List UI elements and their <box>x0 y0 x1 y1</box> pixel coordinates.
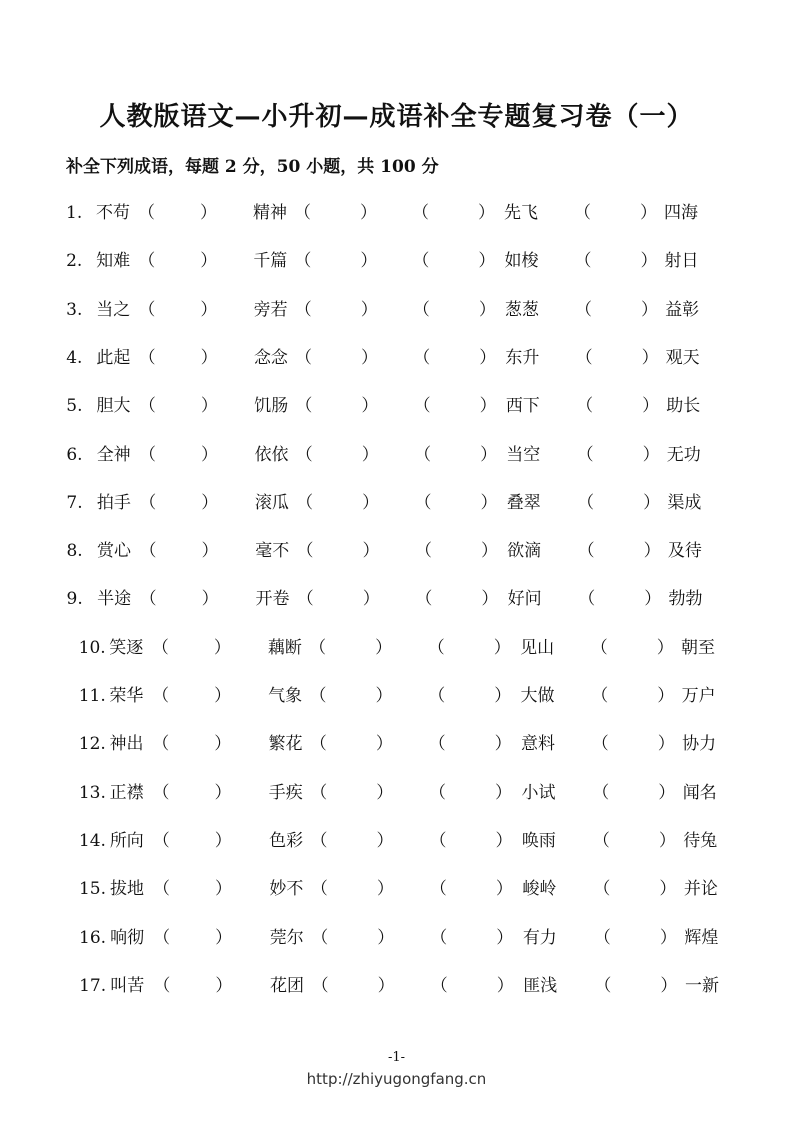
blank-close-paren: ） <box>479 347 497 368</box>
question-number: 11. <box>78 686 106 706</box>
blank-open-paren: （ <box>294 203 311 223</box>
blank-open-paren: （ <box>576 444 594 465</box>
idiom-fragment: 色彩 <box>269 830 304 851</box>
blank-close-paren: ） <box>200 203 217 223</box>
blank-close-paren: ） <box>494 686 512 706</box>
idiom-fragment: 不苟 <box>96 203 130 223</box>
blank-close-paren: ） <box>642 444 660 465</box>
question-row <box>0 633 793 663</box>
idiom-fragment: 西下 <box>505 396 540 417</box>
idiom-fragment: 大做 <box>520 686 555 706</box>
question-number: 1. <box>66 203 83 223</box>
blank-open-paren: （ <box>414 444 432 465</box>
blank-open-paren: （ <box>151 637 169 658</box>
question-number: 6. <box>66 444 83 465</box>
idiom-fragment: 峻岭 <box>522 879 557 900</box>
question-row <box>0 729 793 759</box>
blank-close-paren: ） <box>362 541 380 562</box>
blank-open-paren: （ <box>296 492 314 513</box>
blank-close-paren: ） <box>656 637 674 658</box>
question-number: 2. <box>66 251 83 272</box>
blank-close-paren: ） <box>494 734 512 755</box>
blank-open-paren: （ <box>412 251 430 272</box>
blank-open-paren: （ <box>310 830 328 851</box>
blank-open-paren: （ <box>592 830 610 851</box>
blank-open-paren: （ <box>429 830 447 851</box>
blank-close-paren: ） <box>360 299 378 320</box>
blank-close-paren: ） <box>362 492 380 513</box>
idiom-fragment: 匪浅 <box>523 975 558 996</box>
blank-open-paren: （ <box>576 396 594 417</box>
idiom-fragment: 万户 <box>681 686 716 706</box>
blank-close-paren: ） <box>215 975 233 996</box>
question-row <box>0 778 793 808</box>
question-number: 10. <box>78 637 106 658</box>
blank-open-paren: （ <box>427 637 445 658</box>
blank-open-paren: （ <box>152 830 170 851</box>
idiom-fragment: 滚瓜 <box>254 492 289 513</box>
blank-close-paren: ） <box>659 879 677 900</box>
question-number: 3. <box>66 299 83 320</box>
idiom-fragment: 渠成 <box>667 492 702 513</box>
blank-close-paren: ） <box>214 879 232 900</box>
question-number: 16. <box>79 927 107 948</box>
blank-open-paren: （ <box>414 541 432 562</box>
blank-open-paren: （ <box>412 299 430 320</box>
blank-close-paren: ） <box>215 927 233 948</box>
blank-close-paren: ） <box>361 396 379 417</box>
blank-close-paren: ） <box>376 830 394 851</box>
blank-close-paren: ） <box>201 589 219 610</box>
blank-close-paren: ） <box>480 492 498 513</box>
idiom-fragment: 朝至 <box>681 637 716 658</box>
blank-open-paren: （ <box>311 927 329 948</box>
blank-close-paren: ） <box>214 734 232 755</box>
idiom-fragment: 葱葱 <box>504 299 539 320</box>
idiom-fragment: 赏心 <box>96 541 131 562</box>
idiom-fragment: 有力 <box>522 927 557 948</box>
blank-open-paren: （ <box>430 975 448 996</box>
footer-url: http://zhiyugongfang.cn <box>306 1070 487 1088</box>
blank-close-paren: ） <box>376 879 394 900</box>
blank-open-paren: （ <box>152 782 170 803</box>
blank-close-paren: ） <box>375 734 393 755</box>
question-number: 9. <box>66 589 83 610</box>
idiom-fragment: 拍手 <box>96 492 131 513</box>
blank-open-paren: （ <box>153 975 171 996</box>
question-row <box>0 971 793 1001</box>
blank-open-paren: （ <box>413 396 431 417</box>
blank-close-paren: ） <box>495 879 513 900</box>
blank-close-paren: ） <box>640 251 658 272</box>
blank-close-paren: ） <box>362 589 380 610</box>
idiom-fragment: 小试 <box>521 782 556 803</box>
question-number: 5. <box>66 396 83 417</box>
blank-close-paren: ） <box>214 830 232 851</box>
question-row <box>0 391 793 421</box>
blank-open-paren: （ <box>415 589 433 610</box>
blank-close-paren: ） <box>660 975 678 996</box>
blank-close-paren: ） <box>375 637 393 658</box>
page-title: 人教版语文—小升初—成语补全专题复习卷（一） <box>99 102 694 132</box>
blank-open-paren: （ <box>575 299 593 320</box>
idiom-fragment: 毫不 <box>255 541 290 562</box>
blank-close-paren: ） <box>375 686 393 706</box>
blank-close-paren: ） <box>201 492 219 513</box>
blank-close-paren: ） <box>214 782 232 803</box>
blank-open-paren: （ <box>577 492 595 513</box>
idiom-fragment: 念念 <box>253 347 288 368</box>
blank-close-paren: ） <box>360 251 378 272</box>
blank-open-paren: （ <box>294 299 312 320</box>
idiom-fragment: 先飞 <box>504 203 538 223</box>
idiom-fragment: 一新 <box>684 975 719 996</box>
blank-close-paren: ） <box>201 444 219 465</box>
blank-open-paren: （ <box>138 347 156 368</box>
idiom-fragment: 响彻 <box>110 927 145 948</box>
blank-open-paren: （ <box>574 203 591 223</box>
idiom-fragment: 闻名 <box>682 782 717 803</box>
blank-open-paren: （ <box>295 444 313 465</box>
blank-open-paren: （ <box>594 975 612 996</box>
blank-open-paren: （ <box>294 251 312 272</box>
blank-close-paren: ） <box>360 203 377 223</box>
blank-open-paren: （ <box>428 686 446 706</box>
idiom-fragment: 并论 <box>683 879 718 900</box>
blank-open-paren: （ <box>413 347 431 368</box>
blank-open-paren: （ <box>138 203 155 223</box>
blank-close-paren: ） <box>361 347 379 368</box>
question-row <box>0 343 793 373</box>
blank-open-paren: （ <box>574 251 592 272</box>
idiom-fragment: 神出 <box>109 734 144 755</box>
question-row <box>0 295 793 325</box>
blank-open-paren: （ <box>153 927 171 948</box>
idiom-fragment: 精神 <box>253 203 287 223</box>
idiom-fragment: 当之 <box>96 299 131 320</box>
blank-close-paren: ） <box>481 589 499 610</box>
blank-open-paren: （ <box>309 734 327 755</box>
idiom-fragment: 开卷 <box>255 589 290 610</box>
blank-close-paren: ） <box>376 782 394 803</box>
blank-close-paren: ） <box>200 396 218 417</box>
question-row <box>0 440 793 470</box>
blank-close-paren: ） <box>200 251 218 272</box>
blank-open-paren: （ <box>309 637 327 658</box>
idiom-fragment: 气象 <box>268 686 303 706</box>
blank-open-paren: （ <box>578 589 596 610</box>
idiom-fragment: 叠翠 <box>506 492 541 513</box>
blank-open-paren: （ <box>295 347 313 368</box>
page-number: -1- <box>387 1050 406 1065</box>
idiom-fragment: 欲滴 <box>507 541 542 562</box>
question-number: 7. <box>66 492 83 513</box>
blank-open-paren: （ <box>295 396 313 417</box>
idiom-fragment: 协力 <box>682 734 717 755</box>
blank-close-paren: ） <box>361 444 379 465</box>
blank-close-paren: ） <box>480 444 498 465</box>
idiom-fragment: 当空 <box>506 444 541 465</box>
idiom-fragment: 笑逐 <box>109 637 144 658</box>
idiom-fragment: 勃勃 <box>668 589 703 610</box>
idiom-fragment: 无功 <box>666 444 701 465</box>
question-number: 15. <box>78 879 107 900</box>
idiom-fragment: 拔地 <box>109 879 144 900</box>
idiom-fragment: 观天 <box>665 347 700 368</box>
blank-open-paren: （ <box>310 782 328 803</box>
question-row <box>0 923 793 953</box>
blank-open-paren: （ <box>139 541 157 562</box>
blank-close-paren: ） <box>478 251 496 272</box>
blank-open-paren: （ <box>429 879 447 900</box>
blank-open-paren: （ <box>138 251 156 272</box>
idiom-fragment: 此起 <box>96 347 131 368</box>
blank-close-paren: ） <box>478 203 495 223</box>
idiom-fragment: 如梭 <box>504 251 539 272</box>
blank-close-paren: ） <box>200 299 218 320</box>
blank-close-paren: ） <box>658 830 676 851</box>
blank-close-paren: ） <box>213 637 231 658</box>
blank-close-paren: ） <box>495 830 513 851</box>
idiom-fragment: 所向 <box>109 830 144 851</box>
blank-close-paren: ） <box>479 396 497 417</box>
idiom-fragment: 饥肠 <box>254 396 289 417</box>
blank-close-paren: ） <box>377 927 395 948</box>
blank-close-paren: ） <box>214 686 232 706</box>
blank-close-paren: ） <box>658 782 676 803</box>
question-number: 12. <box>78 734 106 755</box>
blank-close-paren: ） <box>644 589 662 610</box>
blank-close-paren: ） <box>657 686 675 706</box>
question-number: 8. <box>66 541 83 562</box>
idiom-fragment: 荣华 <box>109 686 144 706</box>
blank-close-paren: ） <box>657 734 675 755</box>
blank-open-paren: （ <box>414 492 432 513</box>
idiom-fragment: 见山 <box>520 637 555 658</box>
blank-open-paren: （ <box>591 686 609 706</box>
blank-open-paren: （ <box>311 975 329 996</box>
blank-open-paren: （ <box>593 879 611 900</box>
idiom-fragment: 益彰 <box>665 299 700 320</box>
idiom-fragment: 唤雨 <box>521 830 556 851</box>
question-row <box>0 681 793 711</box>
idiom-fragment: 正襟 <box>109 782 144 803</box>
blank-open-paren: （ <box>429 782 447 803</box>
blank-open-paren: （ <box>430 927 448 948</box>
question-number: 17. <box>79 975 107 996</box>
idiom-fragment: 依依 <box>254 444 289 465</box>
blank-open-paren: （ <box>590 637 608 658</box>
blank-open-paren: （ <box>412 203 429 223</box>
blank-open-paren: （ <box>296 541 314 562</box>
idiom-fragment: 叫苦 <box>110 975 145 996</box>
blank-open-paren: （ <box>138 299 156 320</box>
question-row <box>0 488 793 518</box>
idiom-fragment: 知难 <box>96 251 131 272</box>
blank-close-paren: ） <box>641 347 659 368</box>
blank-open-paren: （ <box>138 396 156 417</box>
question-row <box>0 826 793 856</box>
blank-close-paren: ） <box>659 927 677 948</box>
idiom-fragment: 胆大 <box>96 396 131 417</box>
blank-close-paren: ） <box>496 927 514 948</box>
question-number: 14. <box>78 830 106 851</box>
idiom-fragment: 待兔 <box>683 830 718 851</box>
blank-open-paren: （ <box>152 879 170 900</box>
question-number: 13. <box>78 782 106 803</box>
blank-close-paren: ） <box>643 492 661 513</box>
idiom-fragment: 助长 <box>666 396 701 417</box>
idiom-fragment: 花团 <box>270 975 305 996</box>
blank-open-paren: （ <box>310 879 328 900</box>
blank-close-paren: ） <box>200 347 218 368</box>
blank-close-paren: ） <box>642 396 660 417</box>
instructions: 补全下列成语，每题 2 分，50 小题，共 100 分 <box>66 157 439 177</box>
blank-open-paren: （ <box>296 589 314 610</box>
idiom-fragment: 莞尔 <box>269 927 304 948</box>
blank-open-paren: （ <box>592 782 610 803</box>
blank-open-paren: （ <box>152 686 170 706</box>
blank-open-paren: （ <box>591 734 609 755</box>
question-row <box>0 198 793 228</box>
blank-open-paren: （ <box>139 492 157 513</box>
idiom-fragment: 繁花 <box>268 734 303 755</box>
question-row <box>0 536 793 566</box>
blank-open-paren: （ <box>577 541 595 562</box>
idiom-fragment: 旁若 <box>253 299 288 320</box>
blank-close-paren: ） <box>495 782 513 803</box>
blank-close-paren: ） <box>480 541 498 562</box>
idiom-fragment: 东升 <box>505 347 540 368</box>
blank-open-paren: （ <box>309 686 327 706</box>
blank-open-paren: （ <box>593 927 611 948</box>
question-row <box>0 874 793 904</box>
idiom-fragment: 千篇 <box>253 251 288 272</box>
blank-open-paren: （ <box>139 589 157 610</box>
blank-close-paren: ） <box>493 637 511 658</box>
question-row <box>0 246 793 276</box>
idiom-fragment: 手疾 <box>268 782 303 803</box>
blank-open-paren: （ <box>428 734 446 755</box>
question-number: 4. <box>66 347 83 368</box>
blank-close-paren: ） <box>640 203 657 223</box>
blank-close-paren: ） <box>201 541 219 562</box>
blank-close-paren: ） <box>377 975 395 996</box>
blank-close-paren: ） <box>641 299 659 320</box>
idiom-fragment: 藕断 <box>267 637 302 658</box>
idiom-fragment: 好问 <box>507 589 542 610</box>
idiom-fragment: 四海 <box>664 203 698 223</box>
idiom-fragment: 半途 <box>97 589 132 610</box>
idiom-fragment: 全神 <box>96 444 131 465</box>
idiom-fragment: 妙不 <box>269 879 304 900</box>
blank-close-paren: ） <box>643 541 661 562</box>
blank-close-paren: ） <box>478 299 496 320</box>
idiom-fragment: 意料 <box>521 734 555 755</box>
blank-close-paren: ） <box>496 975 514 996</box>
idiom-fragment: 及待 <box>667 541 702 562</box>
idiom-fragment: 辉煌 <box>684 927 719 948</box>
idiom-fragment: 射日 <box>664 251 699 272</box>
blank-open-paren: （ <box>139 444 157 465</box>
question-row <box>0 584 793 614</box>
blank-open-paren: （ <box>152 734 170 755</box>
blank-open-paren: （ <box>575 347 593 368</box>
